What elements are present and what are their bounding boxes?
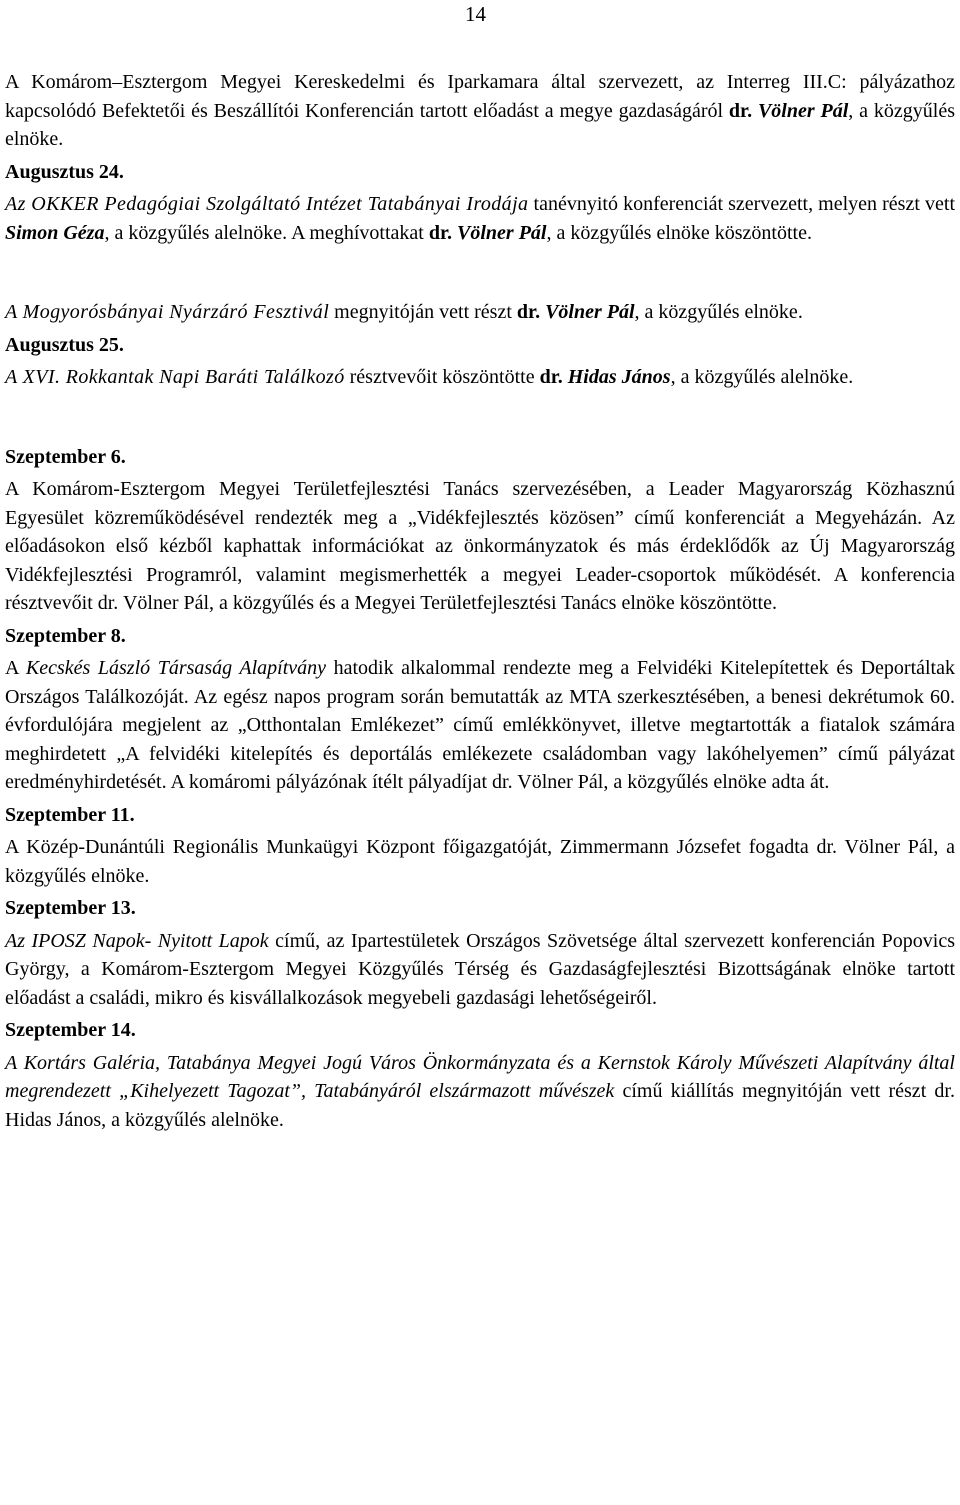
text-run: megnyitóján vett részt: [329, 301, 517, 323]
text-run: , a közgyűlés alelnöke.: [670, 366, 854, 388]
bold-run: dr.: [428, 221, 458, 244]
sep8-paragraph: [5, 654, 955, 797]
person-name: Völner Pál: [757, 99, 849, 122]
person-name: Simon Géza: [5, 221, 105, 244]
spacer: [5, 392, 955, 443]
text-run: című, az Ipartestületek Országos Szövetsége által szervezett konferencián Popovics György, a Komárom-Esztergom Megyei Közgyűlés Térség és Gazdaságfejlesztési Bizottságának elnöke tartott előadást a családi, mikro és kisvállalkozások megyebeli gazdasági lehetőségeiről.: [5, 929, 956, 1009]
person-name: Hidas János: [567, 366, 671, 388]
page-number: 14: [465, 2, 486, 26]
text-run: résztvevőit köszöntötte: [344, 366, 540, 388]
person-name: Völner Pál: [545, 301, 635, 323]
date-heading-aug25: Augusztus 25.: [5, 333, 124, 356]
bold-run: dr.: [539, 366, 568, 388]
bold-italic-run: [545, 301, 634, 323]
text-run: tanévnyitó konferenciát szervezett, melyen részt vett: [528, 193, 955, 215]
text-run: , a közgyűlés elnöke.: [5, 99, 955, 150]
bold-italic-run: [5, 222, 104, 244]
text-run: , a közgyűlés elnöke köszöntötte.: [546, 221, 812, 244]
intro-paragraph: [5, 68, 955, 154]
aug25-paragraph: [5, 363, 955, 392]
sep13-paragraph: [5, 927, 955, 1013]
spacer: [5, 247, 955, 298]
bold-run: dr.: [728, 99, 758, 122]
text-run: , a közgyűlés alelnöke. A meghívottakat: [104, 221, 429, 244]
bold-run: dr.: [516, 301, 546, 323]
date-heading-sep6: Szeptember 6.: [5, 445, 126, 468]
aug24-paragraph-1: [5, 190, 955, 247]
italic-run: A Kortárs Galéria, Tatabánya Megyei Jogú Város Önkormányzata és a Kernstok Károly Művészeti Alapítvány által megrendezett „Kihelyezett Tagozat”, Tatabányáról elszármazott művészek: [5, 1051, 955, 1102]
text-run: hatodik alkalommal rendezte meg a Felvidéki Kitelepítettek és Deportáltak Országos Találkozóját. Az egész napos program során bemutatták az MTA szerkesztésében, a benesi dekrétumok 60. évfordulójára megjelent az „Otthontalan Emlékezet” című emlékkönyvet, illetve megtartották a fiatalok számára meghirdetett „A felvidéki kitelepítés és deportálás emlékezete családomban vagy lakóhelyemen” című pályázat eredményhirdetését. A komáromi pályázónak ítélt pályadíjat dr. Völner Pál, a közgyűlés elnöke adta át.: [5, 657, 955, 793]
bold-italic-run: [758, 100, 848, 122]
italic-run: Kecskés László Társaság Alapítvány: [25, 657, 327, 679]
sep11-paragraph: A Közép-Dunántúli Regionális Munkaügyi Központ főigazgatóját, Zimmermann Józsefet fogadta dr. Völner Pál, a közgyűlés elnöke.: [5, 836, 955, 887]
italic-run: A XVI. Rokkantak Napi Baráti Találkozó: [5, 366, 345, 388]
sep14-paragraph: [5, 1049, 955, 1135]
date-heading-sep8: Szeptember 8.: [5, 624, 126, 647]
bold-italic-run: [568, 366, 671, 388]
aug24-paragraph-2: [5, 298, 955, 327]
text-run: A: [5, 657, 26, 679]
date-heading-sep13: Szeptember 13.: [5, 897, 136, 919]
document-body: [5, 68, 955, 1134]
bold-italic-run: [457, 222, 546, 244]
text-run: A Komárom–Esztergom Megyei Kereskedelmi és Iparkamara által szervezett, az Interreg III.C: pályázathoz kapcsolódó Befektetői és Beszállítói Konferencián tartott előadást a megye gazdaságáról: [5, 71, 955, 122]
italic-run: Az IPOSZ Napok- Nyitott Lapok: [5, 929, 269, 952]
italic-run: A Mogyorósbányai Nyárzáró Fesztivál: [5, 301, 330, 323]
sep6-paragraph: A Komárom-Esztergom Megyei Területfejlesztési Tanács szervezésében, a Leader Magyarország Közhasznú Egyesület közreműködésével rendezték meg a „Vidékfejlesztés közösen” című konferenciát a Megyeházán. Az előadásokon első kézből kaphattak információkat az önkormányzatok és más érdeklődők az Új Magyarország Vidékfejlesztési Programról, valamint megismerhették a megyei Leader-csoportok működését. A konferencia résztvevőit dr. Völner Pál, a közgyűlés és a Megyei Területfejlesztési Tanács elnöke köszöntötte.: [5, 478, 955, 614]
text-run: című kiállítás megnyitóján vett részt dr. Hidas János, a közgyűlés alelnöke.: [5, 1080, 955, 1131]
date-heading-aug24: Augusztus 24.: [5, 160, 124, 183]
text-run: , a közgyűlés elnöke.: [634, 301, 803, 323]
date-heading-sep11: Szeptember 11.: [5, 803, 135, 826]
person-name: Völner Pál: [457, 221, 547, 244]
date-heading-sep14: Szeptember 14.: [5, 1019, 136, 1041]
italic-run: Az OKKER Pedagógiai Szolgáltató Intézet Tatabányai Irodája: [5, 193, 529, 215]
